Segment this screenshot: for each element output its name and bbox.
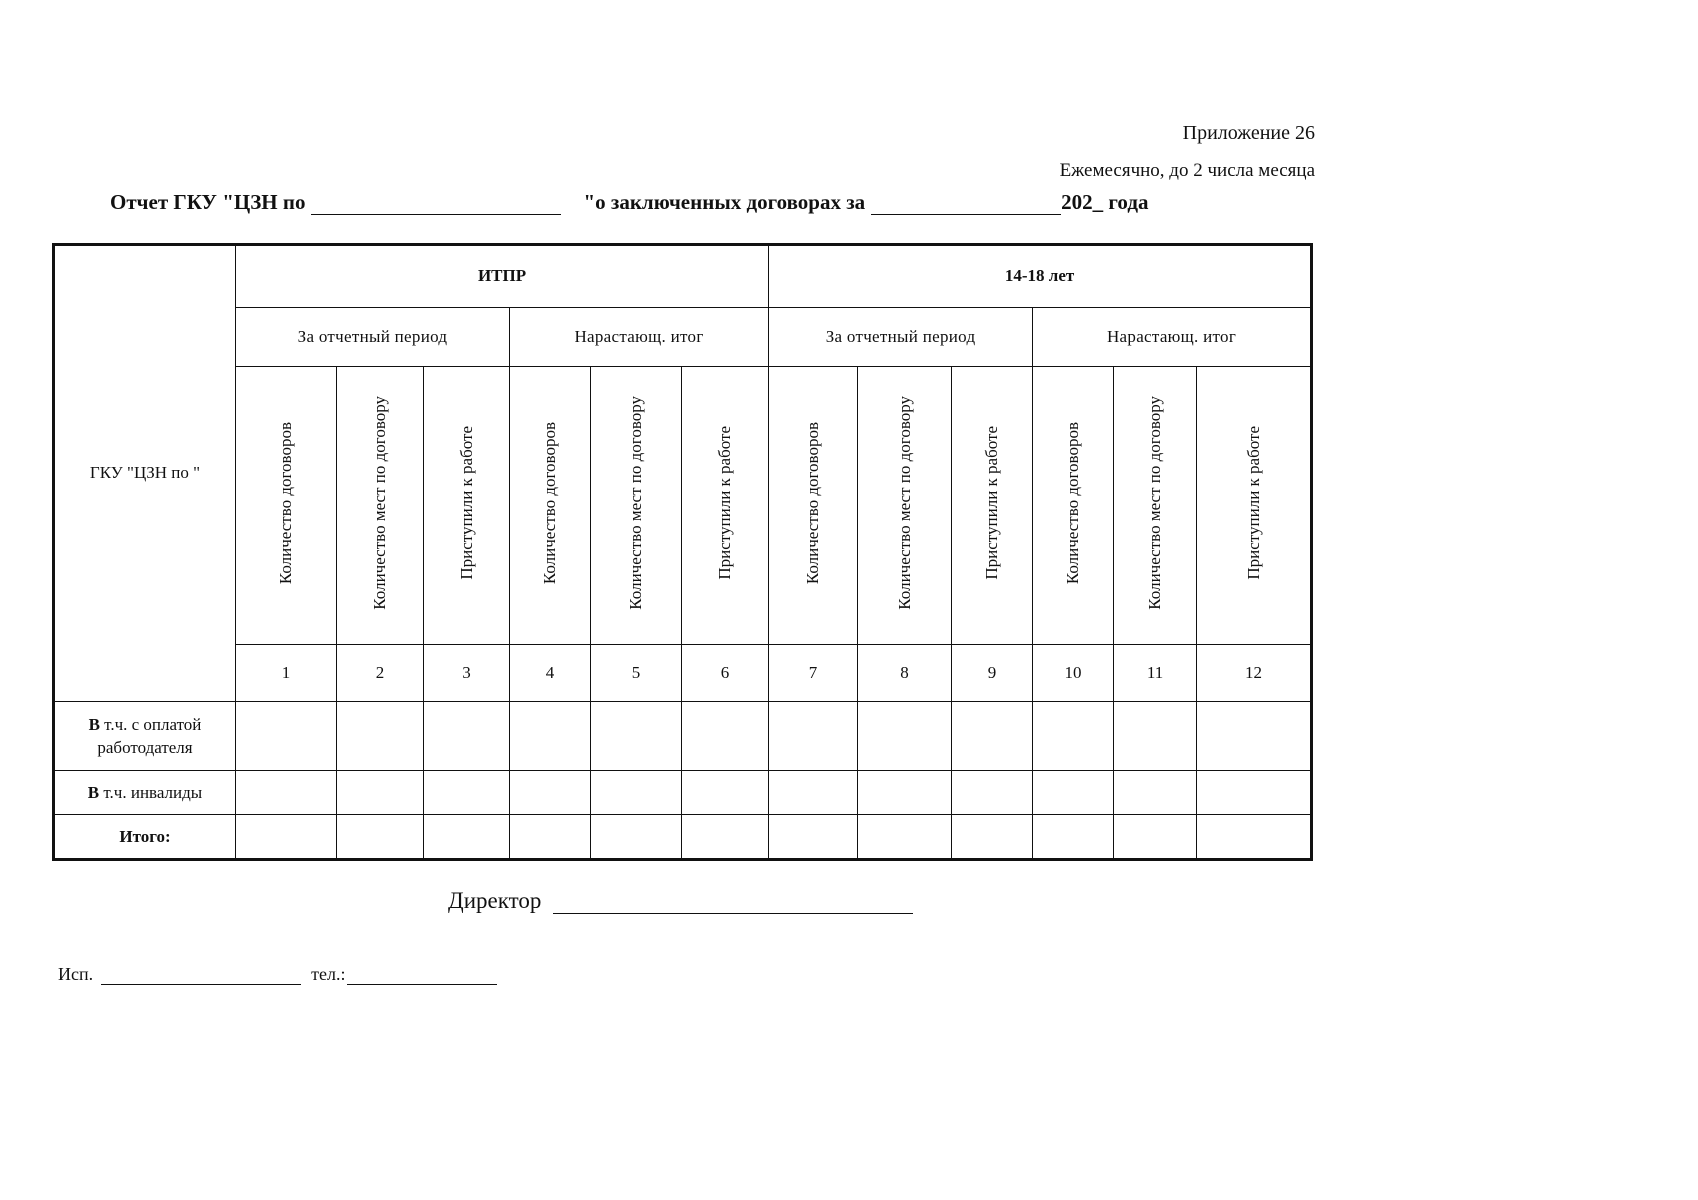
title-part-1: Отчет ГКУ "ЦЗН по — [110, 190, 306, 214]
column-header — [1197, 366, 1312, 644]
data-cell[interactable] — [510, 815, 591, 860]
data-cell[interactable] — [236, 770, 337, 815]
title-part-3: 202_ года — [1061, 190, 1149, 214]
data-cell[interactable] — [1197, 701, 1312, 770]
column-header — [510, 366, 591, 644]
column-header-text: Приступили к работе — [456, 425, 476, 580]
column-header-text: Количество договоров — [276, 421, 295, 584]
table-row — [54, 701, 1312, 770]
data-cell[interactable] — [510, 770, 591, 815]
row-label-text: т.ч. с оплатой работодателя — [97, 714, 202, 757]
column-header — [1114, 366, 1197, 644]
column-number: 10 — [1033, 644, 1114, 701]
column-header-text: Приступили к работе — [715, 425, 735, 580]
column-header-text: Количество мест по договору — [1145, 395, 1165, 610]
executor-name-blank[interactable] — [101, 968, 301, 985]
title-part-2: "о заключенных договорах за — [583, 190, 866, 214]
column-number: 5 — [591, 644, 682, 701]
data-cell[interactable] — [858, 815, 952, 860]
column-header — [858, 366, 952, 644]
column-header-text: Количество мест по договору — [370, 395, 389, 610]
column-number: 12 — [1197, 644, 1312, 701]
data-cell[interactable] — [424, 770, 510, 815]
data-cell[interactable] — [769, 770, 858, 815]
phone-label: тел.: — [311, 964, 346, 984]
column-header — [952, 366, 1033, 644]
data-cell[interactable] — [858, 701, 952, 770]
data-cell[interactable] — [337, 770, 424, 815]
column-number: 4 — [510, 644, 591, 701]
table-row — [54, 770, 1312, 815]
row-label-prefix: В — [88, 714, 100, 734]
row-label-text: т.ч. инвалиды — [99, 782, 203, 802]
data-cell[interactable] — [591, 701, 682, 770]
data-cell[interactable] — [337, 701, 424, 770]
column-header-text: Приступили к работе — [982, 425, 1002, 580]
data-cell[interactable] — [682, 770, 769, 815]
column-header-text: Количество договоров — [803, 421, 823, 584]
report-table — [52, 243, 1313, 861]
group-14-18: 14-18 лет — [769, 245, 1312, 308]
executor-line — [58, 964, 497, 985]
data-cell[interactable] — [1197, 815, 1312, 860]
data-cell[interactable] — [1033, 701, 1114, 770]
data-cell[interactable] — [769, 815, 858, 860]
column-header-text: Количество договоров — [540, 421, 559, 584]
appendix-label: Приложение 26 — [1182, 122, 1315, 144]
column-number: 2 — [337, 644, 424, 701]
director-signature-line[interactable] — [553, 893, 913, 914]
column-number: 6 — [682, 644, 769, 701]
data-cell[interactable] — [952, 701, 1033, 770]
data-cell[interactable] — [236, 701, 337, 770]
data-cell[interactable] — [858, 770, 952, 815]
table-row-total — [54, 815, 1312, 860]
column-header — [236, 366, 337, 644]
data-cell[interactable] — [591, 815, 682, 860]
column-header — [1033, 366, 1114, 644]
period-blank[interactable] — [871, 196, 1061, 215]
director-signature — [448, 888, 913, 914]
column-number: 8 — [858, 644, 952, 701]
executor-label: Исп. — [58, 964, 94, 984]
column-header — [337, 366, 424, 644]
center-name-blank[interactable] — [311, 196, 561, 215]
column-number: 11 — [1114, 644, 1197, 701]
subgroup-itpr-cumulative: Нарастающ. итог — [510, 307, 769, 366]
column-header — [424, 366, 510, 644]
report-title — [110, 190, 1148, 215]
data-cell[interactable] — [424, 815, 510, 860]
data-cell[interactable] — [1114, 815, 1197, 860]
data-cell[interactable] — [1033, 770, 1114, 815]
column-number: 9 — [952, 644, 1033, 701]
column-header — [682, 366, 769, 644]
column-header — [769, 366, 858, 644]
data-cell[interactable] — [952, 815, 1033, 860]
data-cell[interactable] — [682, 815, 769, 860]
column-number: 3 — [424, 644, 510, 701]
subgroup-youth-cumulative: Нарастающ. итог — [1033, 307, 1312, 366]
total-label: Итого: — [54, 815, 236, 860]
data-cell[interactable] — [510, 701, 591, 770]
column-number: 7 — [769, 644, 858, 701]
data-cell[interactable] — [769, 701, 858, 770]
data-cell[interactable] — [1114, 701, 1197, 770]
column-header-text: Приступили к работе — [1243, 425, 1263, 580]
row-label-employer-paid — [54, 701, 236, 770]
subgroup-youth-period: За отчетный период — [769, 307, 1033, 366]
row-label-disabled — [54, 770, 236, 815]
row-label-prefix: В — [87, 782, 100, 802]
column-header-text: Количество мест по договору — [894, 395, 914, 610]
data-cell[interactable] — [952, 770, 1033, 815]
column-header-text: Количество мест по договору — [626, 395, 645, 610]
data-cell[interactable] — [1197, 770, 1312, 815]
data-cell[interactable] — [1033, 815, 1114, 860]
data-cell[interactable] — [591, 770, 682, 815]
subgroup-itpr-period: За отчетный период — [236, 307, 510, 366]
data-cell[interactable] — [682, 701, 769, 770]
column-header — [591, 366, 682, 644]
data-cell[interactable] — [424, 701, 510, 770]
org-column-header: ГКУ "ЦЗН по " — [54, 245, 236, 702]
column-header-text: Количество договоров — [1063, 421, 1083, 584]
group-itpr: ИТПР — [236, 245, 769, 308]
data-cell[interactable] — [337, 815, 424, 860]
phone-blank[interactable] — [347, 968, 497, 985]
data-cell[interactable] — [1114, 770, 1197, 815]
submission-frequency: Ежемесячно, до 2 числа месяца — [1059, 160, 1315, 181]
data-cell[interactable] — [236, 815, 337, 860]
director-label: Директор — [448, 888, 542, 913]
column-number: 1 — [236, 644, 337, 701]
